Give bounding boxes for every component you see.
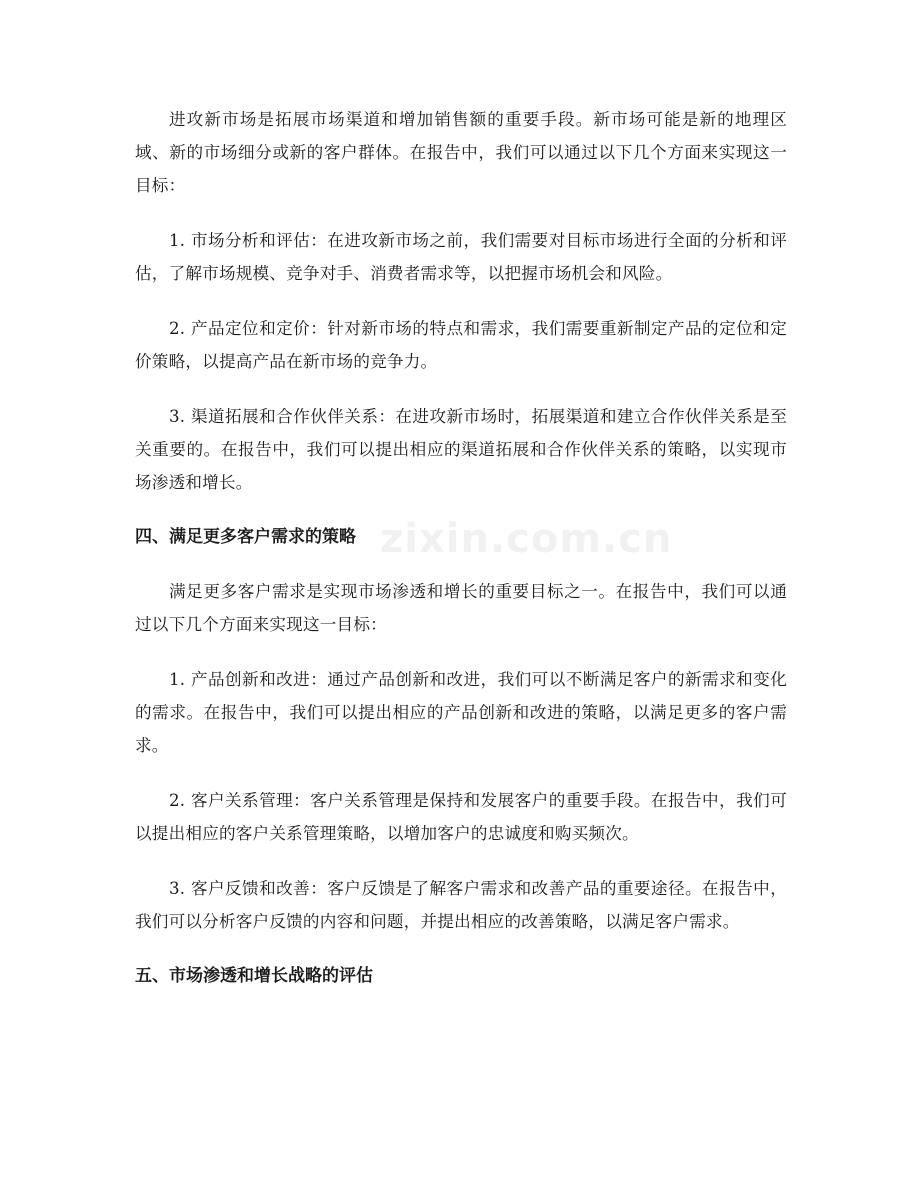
section-heading-4: 四、满足更多客户需求的策略 [135, 527, 356, 547]
section-4-intro-paragraph: 满足更多客户需求是实现市场渗透和增长的重要目标之一。在报告中，我们可以通过以下几个方面来实现这一目标： [135, 582, 787, 634]
list-item-product-innovation: 1. 产品创新和改进：通过产品创新和改进，我们可以不断满足客户的新需求和变化的需求。在报告中，我们可以提出相应的产品创新和改进的策略，以满足更多的客户需求。 [135, 670, 787, 755]
list-item-product-positioning: 2. 产品定位和定价：针对新市场的特点和需求，我们需要重新制定产品的定位和定价策略，以提高产品在新市场的竞争力。 [135, 319, 787, 371]
intro-paragraph: 进攻新市场是拓展市场渠道和增加销售额的重要手段。新市场可能是新的地理区域、新的市场细分或新的客户群体。在报告中，我们可以通过以下几个方面来实现这一目标： [135, 110, 787, 195]
list-item-market-analysis: 1. 市场分析和评估：在进攻新市场之前，我们需要对目标市场进行全面的分析和评估，了解市场规模、竞争对手、消费者需求等，以把握市场机会和风险。 [135, 231, 787, 283]
list-item-channel-expansion: 3. 渠道拓展和合作伙伴关系：在进攻新市场时，拓展渠道和建立合作伙伴关系是至关重要的。在报告中，我们可以提出相应的渠道拓展和合作伙伴关系的策略，以实现市场渗透和增长。 [135, 407, 787, 492]
document-body [135, 103, 787, 1014]
watermark: zixin.com.cn [380, 516, 673, 562]
section-heading-5: 五、市场渗透和增长战略的评估 [135, 966, 373, 986]
list-item-customer-feedback: 3. 客户反馈和改善：客户反馈是了解客户需求和改善产品的重要途径。在报告中，我们可以分析客户反馈的内容和问题，并提出相应的改善策略，以满足客户需求。 [135, 879, 787, 931]
list-item-customer-relationship: 2. 客户关系管理：客户关系管理是保持和发展客户的重要手段。在报告中，我们可以提出相应的客户关系管理策略，以增加客户的忠诚度和购买频次。 [135, 791, 787, 843]
